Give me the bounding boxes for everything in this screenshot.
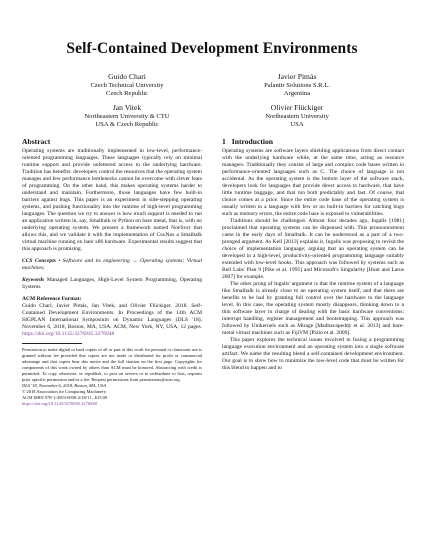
permission-doi-link[interactable]: https://doi.org/10.1145/3276945.3276948 bbox=[22, 400, 97, 406]
author-block bbox=[42, 72, 212, 99]
acm-reference-citation: Guido Chari, Javier Pimás, Jan Vitek, and Olivier Flückiger. 2018. Self-Contained Development Environments. In Proceedings of the 14th ACM SIGPLAN International Symposium on Dynamic Languages (DLS '18), November 6, 2018, Boston, MA, USA. ACM, New York, NY, USA, 12 pages. bbox=[22, 303, 202, 331]
introduction-heading bbox=[222, 137, 404, 147]
abstract-heading: Abstract bbox=[22, 137, 51, 146]
author-block bbox=[212, 103, 382, 130]
author-name: Guido Chari bbox=[108, 72, 146, 81]
acm-reference-heading: ACM Reference Format: bbox=[22, 296, 82, 303]
author-country: Argentina bbox=[283, 90, 311, 98]
footnote-divider bbox=[22, 343, 82, 344]
keywords-label: Keywords bbox=[22, 277, 45, 284]
author-affiliation: Northeastern University & CTU bbox=[84, 112, 170, 120]
venue-line: DLS '18, November 6, 2018, Boston, MA, USA bbox=[22, 382, 106, 388]
copyright-line: © 2018 Association for Computing Machinery. bbox=[22, 388, 107, 394]
author-block bbox=[212, 72, 382, 99]
author-country: USA bbox=[290, 121, 304, 129]
intro-paragraph: The other prong of Ingalls' argument is that the runtime system of a language like Smalltalk is already close to an operating system itself, and that there are benefits to be had by granting full control over the hardware to the language level. In this case, the operating system mostly disappears, thinking down to a thin software layer in charge of dealing with the basic hardware conventions: interrupt handling, register management and bootstrapping. This approach was followed by Unikernels such as Mirage [Madhavapeddy et al. 2013] and bare-metal virtual machines such as FijiVM [Pizlo et al. 2009]. bbox=[222, 281, 404, 337]
section-number: 1 bbox=[222, 137, 226, 146]
intro-paragraph: This paper explores the technical issues involved in fusing a programming language execution environment and an operating system into a single software artifact. We name the resulting blend a self-contained development environment. Our goal is to show how to minimize the low-level code that must be written for this blend to happen and to bbox=[222, 337, 404, 372]
abstract-text: Operating systems are traditionally implemented in low-level, performance-oriented programming languages. These languages typically rely on minimal runtime support and provide unfettered access to the underlying hardware. Tradition has benefits: developers control the resources that the operating system manages and few performance bottlenecks cannot be overcome with clever feats of programming. On the other hand, this makes operating systems harder to understand and maintain. Furthermore, those languages have few built-in barriers against bugs. This paper is an experiment in side-stepping operating systems, and pushing functionality into the runtime of high-level programming languages. The question we try to answer is how much support is needed to run an application written in, say, Smalltalk or Python on bare metal, that is, with no underlying operating system. We present a framework named NᴏᴘSʏsᴛ that allows this, and we validate it with the implementation of CᴏɢNᴏs a Smalltalk virtual machine running on bare x86 hardware. Experimental results suggest that this approach is promising. bbox=[22, 148, 202, 253]
ccs-concepts bbox=[22, 258, 202, 272]
acm-reference-text bbox=[22, 303, 202, 338]
author-name: Olivier Flückiger bbox=[270, 103, 324, 112]
permission-text: Permission to make digital or hard copies of all or part of this work for personal or classroom use is granted without fee provided that copies are not made or distributed for profit or commercial advantage and that copies bear this notice and the full citation on the first page. Copyrights for components of this work owned by others than ACM must be honored. Abstracting with credit is permitted. To copy otherwise, or republish, to post on servers or to redistribute to lists, requires prior specific permission and/or a fee. Request permissions from permissions@acm.org. bbox=[22, 347, 202, 382]
author-affiliation: Palantir Solutions S.R.L. bbox=[264, 81, 330, 89]
keywords bbox=[22, 277, 202, 291]
permission-notice bbox=[22, 347, 202, 406]
ccs-text: • Software and its engineering → Operating systems; Virtual machines; bbox=[22, 258, 203, 272]
paper-title: Self-Contained Development Environments bbox=[66, 40, 358, 57]
author-name: Jan Vitek bbox=[112, 103, 142, 112]
author-block bbox=[42, 103, 212, 130]
author-affiliation: Northeastern University bbox=[265, 112, 329, 120]
ccs-label: CCS Concepts bbox=[22, 258, 56, 265]
author-name: Javier Pimás bbox=[277, 72, 317, 81]
acm-reference-doi-link[interactable]: https://doi.org/10.1145/3276945.3276948 bbox=[22, 331, 115, 338]
author-affiliation: Czech Technical University bbox=[90, 81, 164, 89]
author-country: Czech Republic bbox=[106, 90, 148, 98]
left-column bbox=[22, 137, 202, 406]
author-country: USA & Czech Republic bbox=[95, 121, 159, 129]
isbn-line: ACM ISBN 978-1-4503-6030-2/18/11...$15.00 bbox=[22, 394, 108, 400]
intro-paragraph: Operating systems are software layers shielding applications from direct contact with the underlying hardware while, at the same time, acting as resource managers. Traditionally they consist of large and complex code bases written in performance-oriented languages such as C. The choice of language is not accidental. As the operating system is the bottom layer of the software stack, developers look for languages that provide direct access to hardware, that have little runtime baggage, and that run both predictably and fast. Of course, that choice comes at a price. Since the entire code base of the operating system is usually written in a language with few or no built-in barriers for catching bugs such as memory errors, the entire code base is exposed to vulnerabilities. bbox=[222, 148, 404, 218]
right-column bbox=[222, 137, 404, 373]
section-title: Introduction bbox=[231, 137, 274, 146]
intro-paragraph: Traditions should be challenged. Almost four decades ago, Ingalls [1981] proclaimed that operating systems can be dispensed with. This pronouncement came in the early days of Smalltalk. It can be understood as a part of a two-pronged argument. As Kell [2013] explains it, Ingalls was proposing to revisit the choice of implementation language; arguing that an operating system can be developed in a high-level, productivity-oriented programming language suitably extended with low-level hooks. This approach was followed by systems such as Bell Labs' Plan 9 [Pike et al. 1995] and Microsoft's Singularity [Hunt and Larus 2007] for example. bbox=[222, 218, 404, 281]
keywords-text: Managed Languages, High-Level System Programming, Operating Systems bbox=[22, 277, 203, 291]
